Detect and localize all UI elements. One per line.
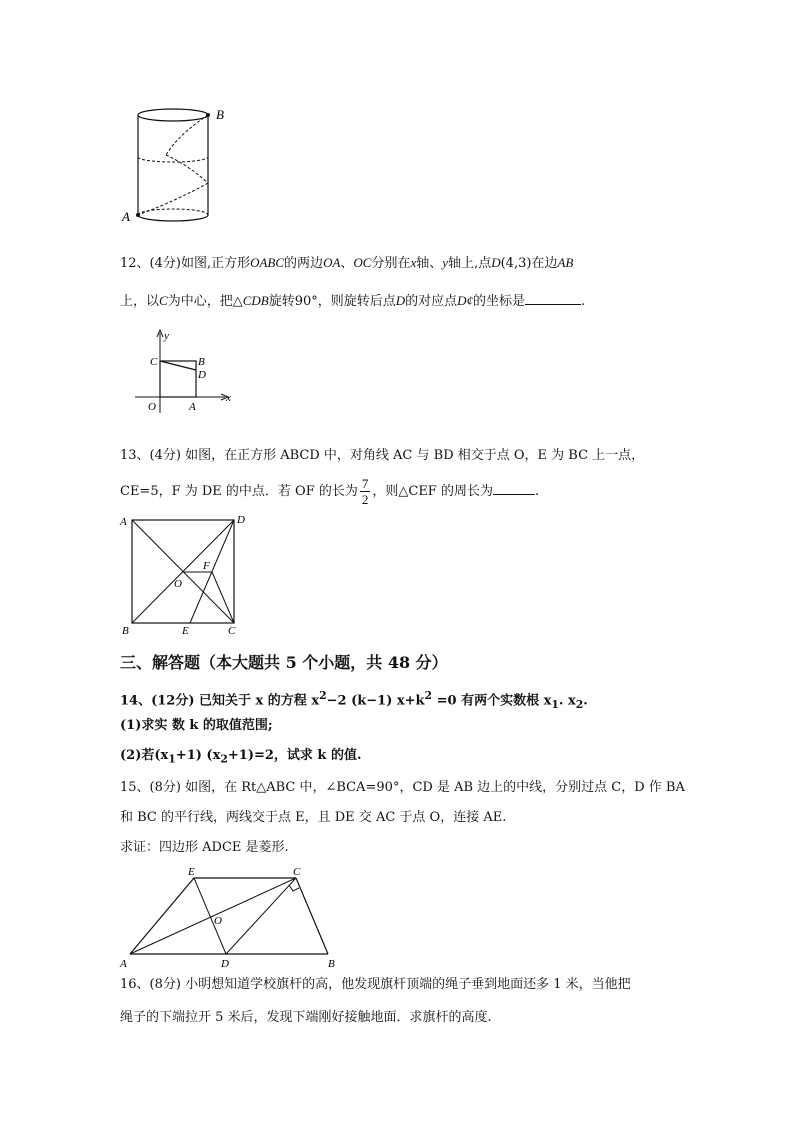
label-d: D <box>237 514 245 526</box>
q15-line-1: 15、(8分) 如图，在 Rt△ABC 中，∠BCA=90°，CD 是 AB 边上的中线，分别过点 C，D 作 BA <box>120 780 685 795</box>
x-axis-label: x <box>226 392 231 404</box>
label-c: C <box>150 356 158 368</box>
segment-ae <box>130 878 194 954</box>
segment-cb <box>296 878 328 954</box>
label-c: C <box>293 866 301 878</box>
answer-blank <box>525 290 581 305</box>
answer-blank <box>493 480 535 495</box>
cylinder-figure <box>118 105 238 230</box>
q16-line-2: 绳子的下端拉开 5 米后，发现下端刚好接触地面．求旗杆的高度. <box>120 1010 492 1025</box>
label-e: E <box>182 625 189 637</box>
fraction-7-2: $\frac{7}{2}$ <box>361 476 369 507</box>
cylinder-bottom-front <box>138 215 208 221</box>
cylinder-bottom-back <box>138 209 208 215</box>
q14-line-1: 14、(12分) 已知关于 x 的方程 $x^2-2$ (k−1) $x+k^2 =0$ 有两个实数根 $x_1$. $x_2$. <box>120 689 588 711</box>
label-b: B <box>198 356 205 368</box>
label-c: C <box>228 625 236 637</box>
q13-line-1: 13、(4分) 如图，在正方形 ABCD 中，对角线 AC 与 BD 相交于点 O，E 为 BC 上一点， <box>120 448 645 463</box>
q15-line-3: 求证：四边形 ADCE 是菱形. <box>120 840 289 855</box>
label-o: O <box>174 578 182 590</box>
square-oabc <box>160 361 196 397</box>
q12-line-1: 12、(4分)如图,正方形OABC的两边OA、OC分别在x轴、y轴上,点D(4,3)在边AB <box>120 255 574 271</box>
label-a: A <box>122 209 130 224</box>
right-angle-mark <box>289 885 299 891</box>
q12-line-2: 上，以C为中心，把△CDB旋转90°，则旋转后点D的对应点D¢的坐标是 . <box>120 290 585 312</box>
section-heading: 三、解答题（本大题共 5 个小题，共 48 分） <box>120 653 448 672</box>
label-f: F <box>203 560 210 572</box>
q14-part-1: (1)求实 数 k 的取值范围; <box>120 718 273 733</box>
q12-figure <box>130 325 240 420</box>
segment-cd <box>160 361 196 370</box>
label-d: D <box>221 958 229 970</box>
q14-part-2: (2)若$(x_1+1)$ $(x_2+1)=2$，试求 k 的值. <box>120 748 362 766</box>
segment-dc <box>226 878 296 954</box>
point-a <box>136 213 140 217</box>
q13-figure <box>118 512 253 640</box>
label-b: B <box>122 625 129 637</box>
q15-line-2: 和 BC 的平行线，两线交于点 E，且 DE 交 AC 于点 O，连接 AE. <box>120 810 507 825</box>
cylinder-top-ellipse <box>138 109 208 121</box>
segment-fc <box>212 572 234 623</box>
label-b: B <box>328 958 335 970</box>
cylinder-mid-ring <box>138 157 208 162</box>
y-axis-label: y <box>164 330 169 342</box>
q13-line-2: CE=5，F 为 DE 的中点．若 OF 的长为 $\frac{7}{2}$ ，则△CEF 的周长为 . <box>120 476 540 507</box>
spiral-path <box>138 115 208 215</box>
label-a: A <box>189 401 196 413</box>
label-b: B <box>216 107 224 122</box>
label-a: A <box>120 958 127 970</box>
q15-figure <box>118 864 348 972</box>
label-a: A <box>120 516 127 528</box>
point-b <box>206 113 210 117</box>
q16-line-1: 16、(8分) 小明想知道学校旗杆的高，他发现旗杆顶端的绳子垂到地面还多 1 米，当他把 <box>120 977 631 992</box>
segment-ac <box>130 878 296 954</box>
label-o: O <box>148 401 156 413</box>
label-d: D <box>198 369 206 381</box>
label-o: O <box>214 915 222 927</box>
label-e: E <box>188 866 195 878</box>
